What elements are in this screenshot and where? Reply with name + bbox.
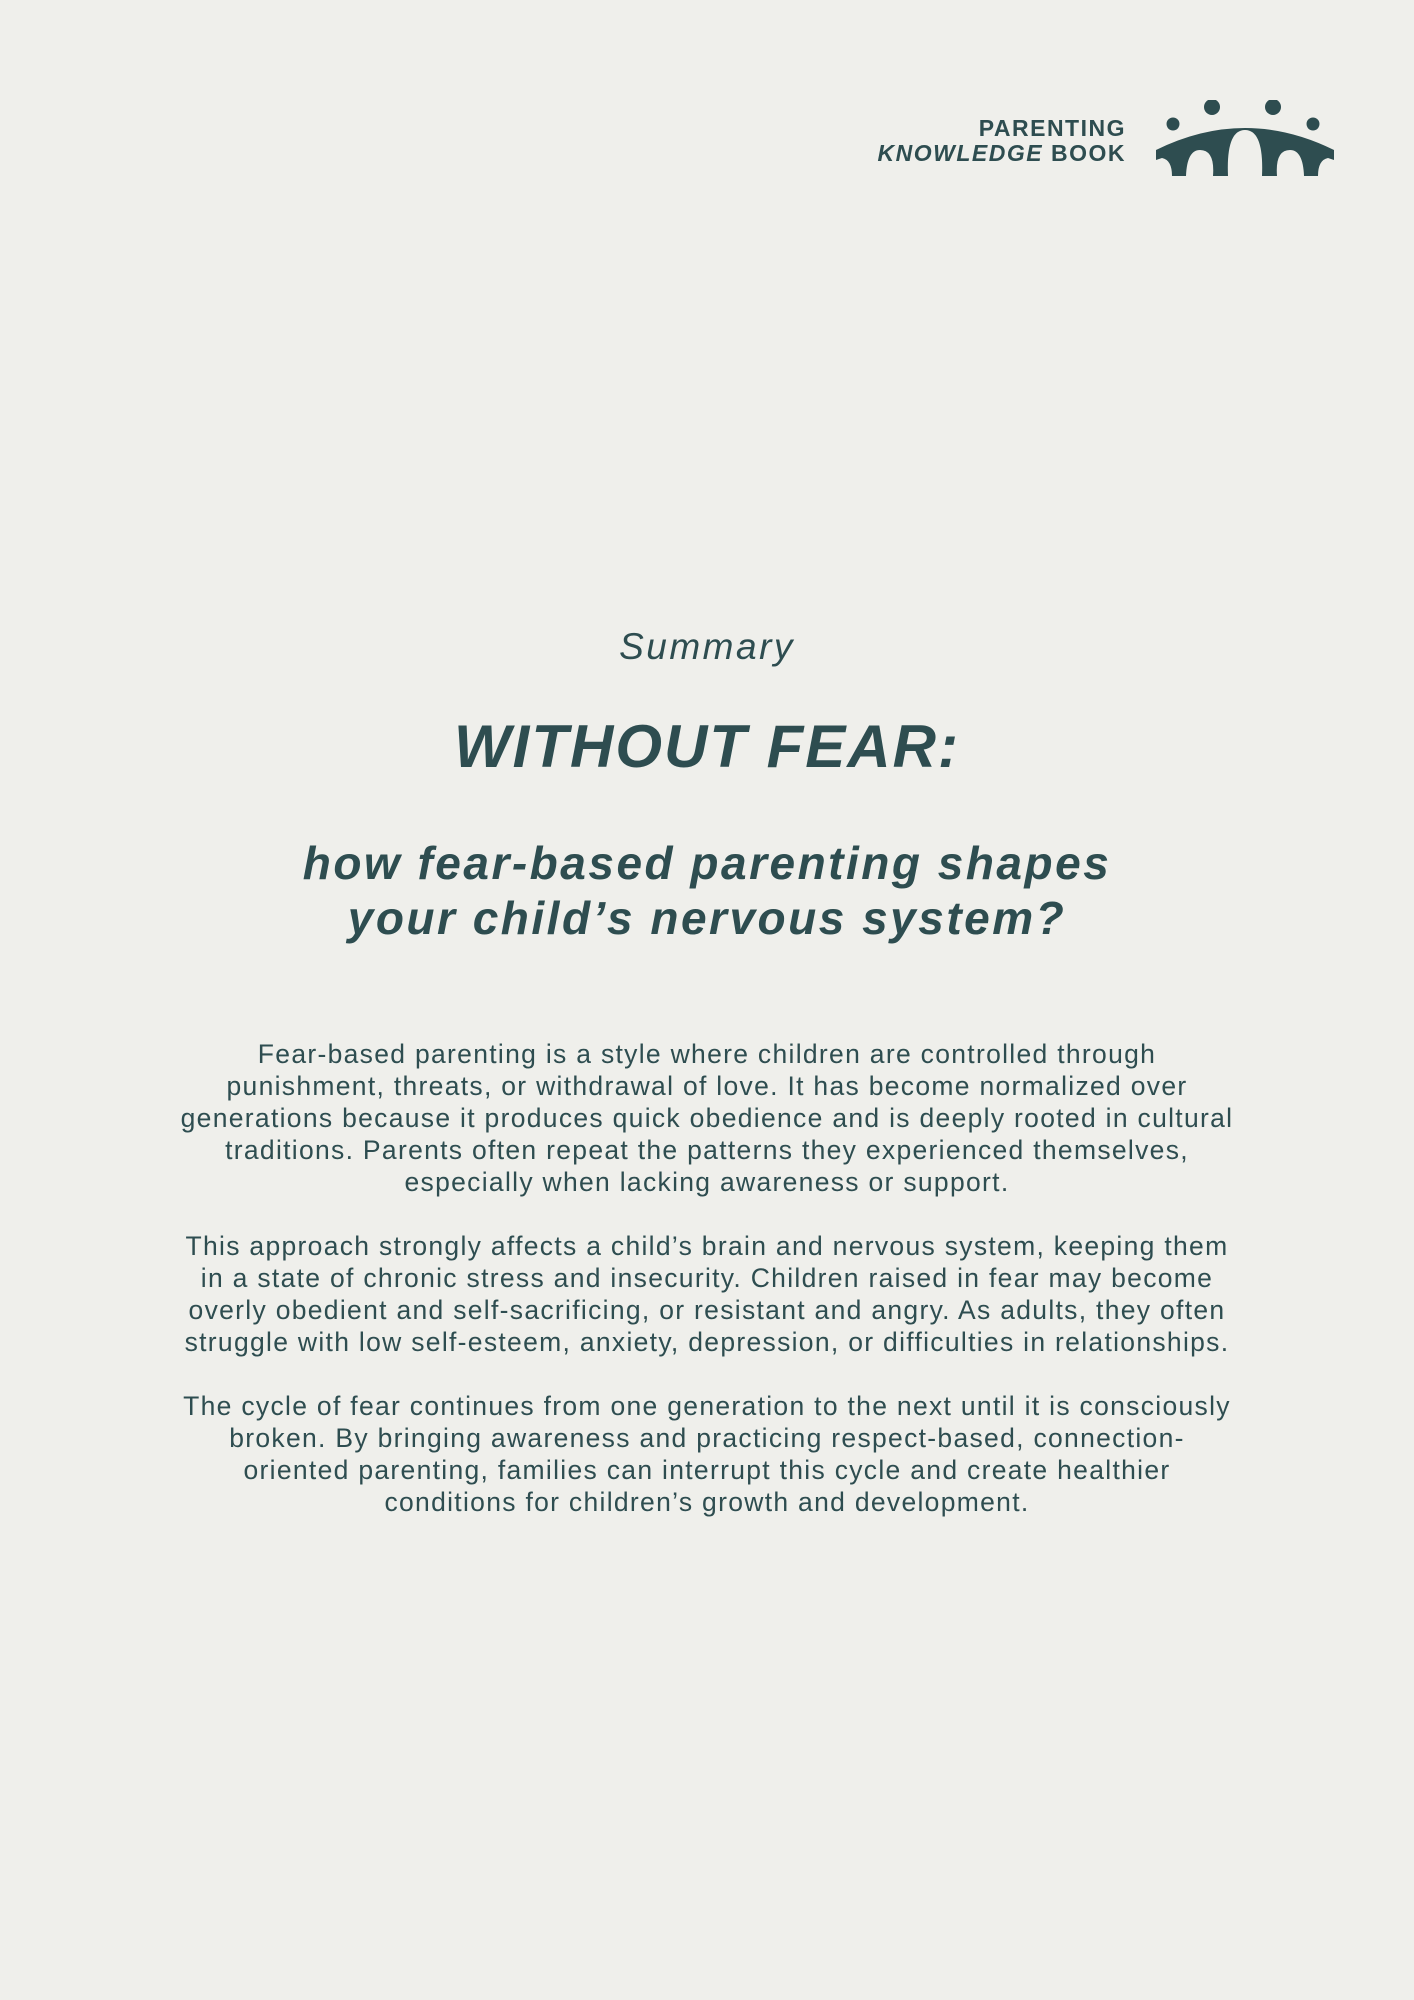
page-title: WITHOUT FEAR:	[454, 713, 960, 780]
brand-line-2	[878, 141, 1126, 166]
bridge-with-people-icon	[1156, 100, 1334, 176]
section-label: Summary	[619, 626, 795, 667]
brand-header	[878, 100, 1334, 176]
brand-knowledge: KNOWLEDGE	[877, 140, 1044, 166]
page-subtitle	[0, 836, 1414, 946]
paragraph-2: This approach strongly affects a child’s brain and nervous system, keeping them in a state of chronic stress and insecurity. Children raised in fear may become overly obedient and self-sacrificing, or resistant and angry. As adults, they often struggle with low self-esteem, anxiety, depression, or difficulties in relationships.	[184, 1231, 1230, 1357]
brand-wordmark	[878, 116, 1126, 166]
subtitle-line-2: your child’s nervous system?	[347, 892, 1067, 944]
paragraph-1: Fear-based parenting is a style where children are controlled through punishment, threats, or withdrawal of love. It has become normalized over generations because it produces quick obedience and is deeply rooted in cultural traditions. Parents often repeat the patterns they experienced themselves, especially when lacking awareness or support.	[180, 1039, 1234, 1197]
brand-line-1: PARENTING	[978, 115, 1126, 141]
brand-book: BOOK	[1043, 140, 1126, 166]
summary-body	[180, 1038, 1234, 1550]
subtitle-line-1: how fear-based parenting shapes	[302, 837, 1112, 889]
paragraph-3: The cycle of fear continues from one generation to the next until it is consciously broken. By bringing awareness and practicing respect-based, connection-oriented parenting, families can interrupt this cycle and create healthier conditions for children’s growth and development.	[183, 1391, 1231, 1517]
